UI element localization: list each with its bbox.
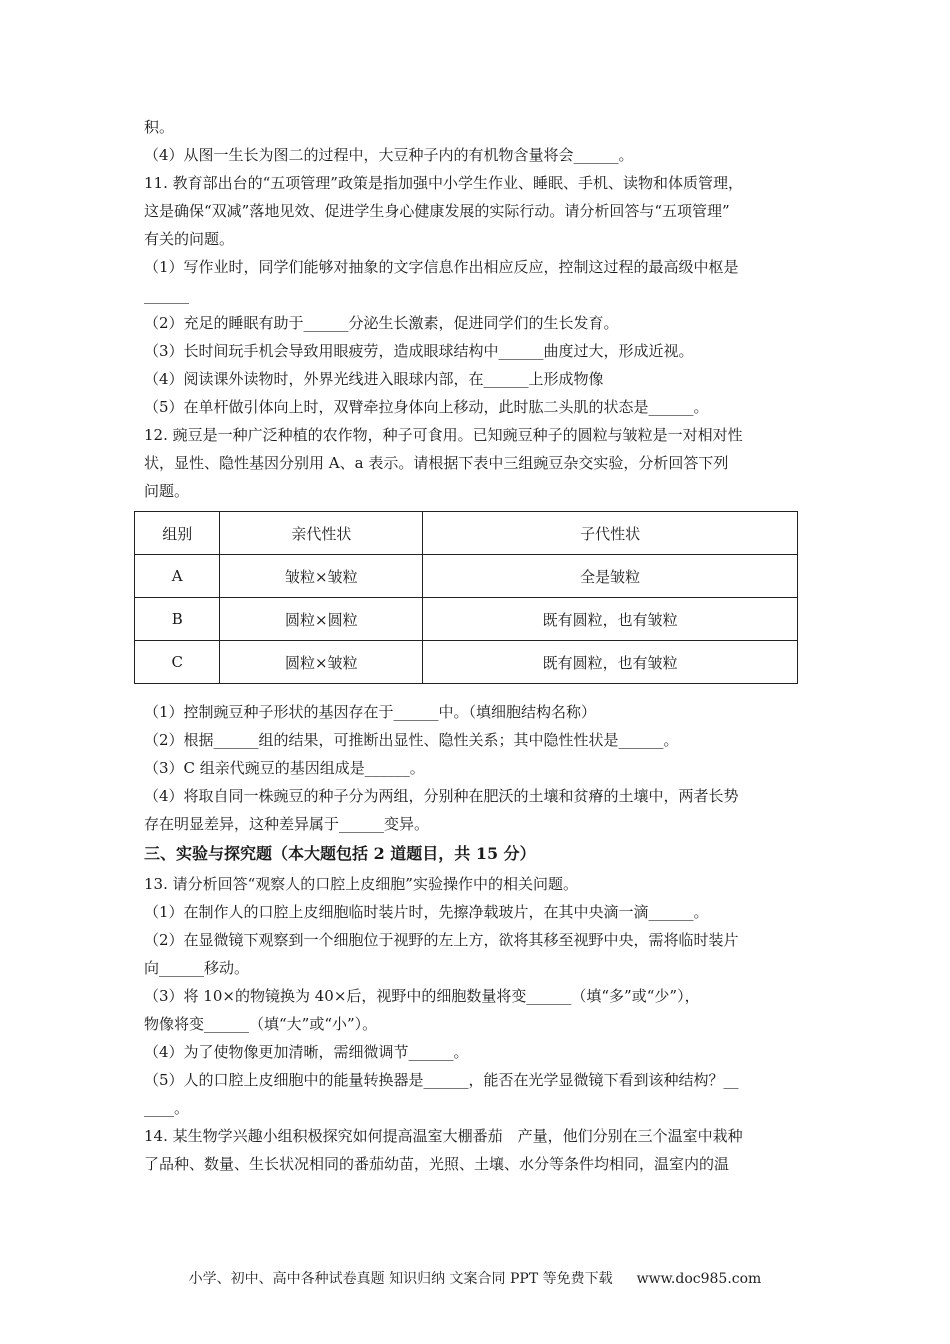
text-line: （3）C 组亲代豌豆的基因组成是______。 [144,759,425,777]
document-body [144,113,812,1178]
text-line: （4）将取自同一株豌豆的种子分为两组，分别种在肥沃的土壤和贫瘠的土壤中，两者长势 [144,787,739,805]
table-cell: A [135,555,220,598]
text-line: （4）为了使物像更加清晰，需细微调节______。 [144,1043,469,1061]
footer-site-link[interactable]: www.doc985.com [636,1271,762,1287]
text-line: （5）人的口腔上皮细胞中的能量转换器是______，能否在光学显微镜下看到该种结构？__ [144,1071,739,1089]
text-line: ____。 [144,1099,190,1117]
text-line: 14. 某生物学兴趣小组积极探究如何提高温室大棚番茄 产量，他们分别在三个温室中栽种 [144,1127,743,1145]
text-line: （3）长时间玩手机会导致用眼疲劳，造成眼球结构中______曲度过大，形成近视。 [144,342,694,360]
table-header-cell: 组别 [135,512,220,555]
table-cell: 圆粒×皱粒 [220,641,423,684]
text-line: （2）根据______组的结果，可推断出显性、隐性关系；其中隐性性状是______。 [144,731,679,749]
text-line: ______ [144,286,189,304]
text-line: （1）控制豌豆种子形状的基因存在于______中。（填细胞结构名称） [144,703,597,721]
text-line: 这是确保“双减”落地见效、促进学生身心健康发展的实际行动。请分析回答与“五项管理” [144,202,730,220]
section-title: 三、实验与探究题（本大题包括 2 道题目，共 15 分） [144,844,536,863]
text-line: 13. 请分析回答“观察人的口腔上皮细胞”实验操作中的相关问题。 [144,875,578,893]
text-line: （1）写作业时，同学们能够对抽象的文字信息作出相应反应，控制这过程的最高级中枢是 [144,258,739,276]
table-cell: 既有圆粒，也有皱粒 [423,598,798,641]
text-line: 问题。 [144,482,190,500]
text-line: （1）在制作人的口腔上皮细胞临时装片时，先擦净载玻片，在其中央滴一滴______。 [144,903,709,921]
table-row [135,598,798,641]
footer-text: 小学、初中、高中各种试卷真题 知识归纳 文案合同 PPT 等免费下载 [188,1271,613,1287]
text-line: 12. 豌豆是一种广泛种植的农作物，种子可食用。已知豌豆种子的圆粒与皱粒是一对相对性 [144,426,743,444]
pea-cross-table [134,511,798,684]
table-cell: 既有圆粒，也有皱粒 [423,641,798,684]
text-line: 有关的问题。 [144,230,235,248]
text-line: （2）在显微镜下观察到一个细胞位于视野的左上方，欲将其移至视野中央，需将临时装片 [144,931,739,949]
table-header-row [135,512,798,555]
text-line: 状，显性、隐性基因分别用 A、a 表示。请根据下表中三组豌豆杂交实验，分析回答下列 [144,454,729,472]
text-line: 11. 教育部出台的“五项管理”政策是指加强中小学生作业、睡眠、手机、读物和体质管理， [144,174,743,192]
text-line: （3）将 10×的物镜换为 40×后，视野中的细胞数量将变______（填“多”或“少”）， [144,987,700,1005]
text-line: 存在明显差异，这种差异属于______变异。 [144,815,430,833]
text-line: 积。 [144,118,175,136]
table-row [135,641,798,684]
text-line: 了品种、数量、生长状况相同的番茄幼苗，光照、土壤、水分等条件均相同，温室内的温 [144,1155,730,1173]
table-header-cell: 子代性状 [423,512,798,555]
question-block-bottom [144,870,812,1178]
table-cell: 皱粒×皱粒 [220,555,423,598]
table-cell: 圆粒×圆粒 [220,598,423,641]
text-line: 向______移动。 [144,959,250,977]
text-line: 物像将变______（填“大”或“小”）。 [144,1015,378,1033]
text-line: （2）充足的睡眠有助于______分泌生长激素，促进同学们的生长发育。 [144,314,619,332]
table-cell: C [135,641,220,684]
table-header-cell: 亲代性状 [220,512,423,555]
table-row [135,555,798,598]
text-line: （4）从图一生长为图二的过程中，大豆种子内的有机物含量将会______。 [144,146,634,164]
table-cell: B [135,598,220,641]
text-line: （4）阅读课外读物时，外界光线进入眼球内部，在______上形成物像 [144,370,604,388]
text-line: （5）在单杆做引体向上时，双臂牵拉身体向上移动，此时肱二头肌的状态是______。 [144,398,709,416]
page-footer [0,1268,950,1288]
table-cell: 全是皱粒 [423,555,798,598]
question-block-top [144,113,812,505]
question-block-mid [144,698,812,838]
